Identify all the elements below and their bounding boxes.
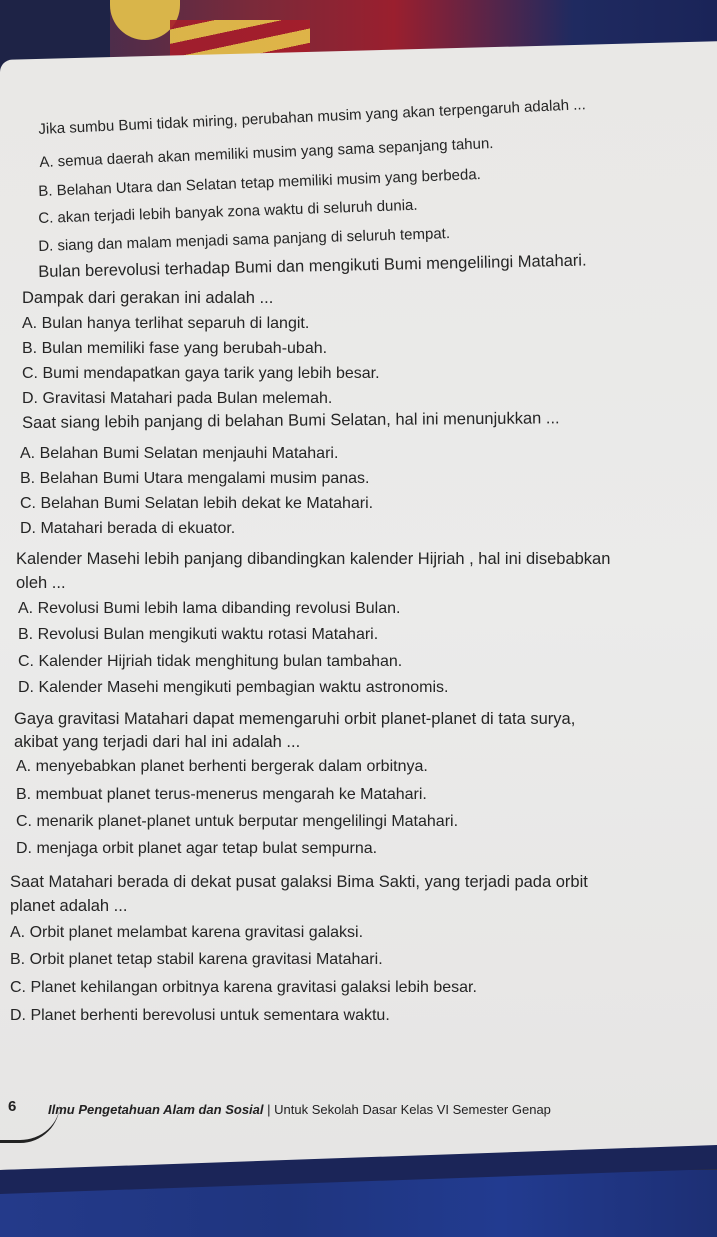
question-4-option-d: D. Kalender Masehi mengikuti pembagian waktu astronomis. bbox=[18, 679, 449, 696]
question-1-text: Jika sumbu Bumi tidak miring, perubahan musim yang akan terpengaruh adalah ... bbox=[38, 96, 587, 138]
question-5-option-c: C. menarik planet-planet untuk berputar mengelilingi Matahari. bbox=[16, 813, 459, 830]
book-title: Ilmu Pengetahuan Alam dan Sosial bbox=[48, 1102, 264, 1117]
question-6-text: Saat Matahari berada di dekat pusat galaksi Bima Sakti, yang terjadi pada orbit bbox=[10, 873, 588, 891]
question-5-option-d: D. menjaga orbit planet agar tetap bulat sempurna. bbox=[16, 840, 378, 857]
question-4-option-c: C. Kalender Hijriah tidak menghitung bulan tambahan. bbox=[18, 653, 403, 670]
question-2-option-a: A. Bulan hanya terlihat separuh di langit. bbox=[22, 315, 310, 332]
question-6-option-b: B. Orbit planet tetap stabil karena gravitasi Matahari. bbox=[10, 951, 383, 968]
question-5-option-a: A. menyebabkan planet berhenti bergerak dalam orbitnya. bbox=[16, 758, 428, 775]
question-3-option-d: D. Matahari berada di ekuator. bbox=[20, 520, 236, 537]
book-subtitle: Untuk Sekolah Dasar Kelas VI Semester Genap bbox=[274, 1102, 551, 1117]
question-4-option-b: B. Revolusi Bulan mengikuti waktu rotasi Matahari. bbox=[18, 626, 379, 643]
question-1-option-a: A. semua daerah akan memiliki musim yang sama sepanjang tahun. bbox=[39, 134, 494, 171]
question-3-option-b: B. Belahan Bumi Utara mengalami musim panas. bbox=[20, 470, 370, 487]
question-6-option-c: C. Planet kehilangan orbitnya karena gravitasi galaksi lebih besar. bbox=[10, 979, 477, 996]
photo-background-bottom bbox=[0, 1170, 717, 1237]
question-2-option-c: C. Bumi mendapatkan gaya tarik yang lebih besar. bbox=[22, 365, 380, 382]
question-1-option-b: B. Belahan Utara dan Selatan tetap memiliki musim yang berbeda. bbox=[38, 166, 482, 200]
page-number: 6 bbox=[8, 1098, 17, 1115]
footer-book-title bbox=[48, 1102, 551, 1117]
question-4-option-a: A. Revolusi Bumi lebih lama dibanding revolusi Bulan. bbox=[18, 600, 401, 617]
question-1-option-c: C. akan terjadi lebih banyak zona waktu di seluruh dunia. bbox=[38, 196, 418, 227]
question-1-option-d: D. siang dan malam menjadi sama panjang di seluruh tempat. bbox=[38, 225, 451, 255]
question-5-text-cont: akibat yang terjadi dari hal ini adalah ... bbox=[14, 733, 301, 751]
question-6-option-a: A. Orbit planet melambat karena gravitasi galaksi. bbox=[10, 924, 364, 941]
question-6-text-cont: planet adalah ... bbox=[10, 897, 128, 915]
question-5-text: Gaya gravitasi Matahari dapat memengaruhi orbit planet-planet di tata surya, bbox=[14, 710, 576, 728]
question-3-option-a: A. Belahan Bumi Selatan menjauhi Matahari. bbox=[20, 445, 339, 462]
question-5-option-b: B. membuat planet terus-menerus mengarah ke Matahari. bbox=[16, 786, 427, 803]
question-4-text-cont: oleh ... bbox=[16, 574, 66, 592]
footer-separator: | bbox=[267, 1102, 271, 1117]
question-4-text: Kalender Masehi lebih panjang dibandingkan kalender Hijriah , hal ini disebabkan bbox=[16, 550, 611, 568]
question-6-option-d: D. Planet berhenti berevolusi untuk sementara waktu. bbox=[10, 1007, 390, 1024]
question-3-option-c: C. Belahan Bumi Selatan lebih dekat ke Matahari. bbox=[20, 495, 374, 512]
question-3-text: Saat siang lebih panjang di belahan Bumi Selatan, hal ini menunjukkan ... bbox=[22, 409, 560, 432]
question-2-option-b: B. Bulan memiliki fase yang berubah-ubah. bbox=[22, 340, 328, 357]
question-2-option-d: D. Gravitasi Matahari pada Bulan melemah. bbox=[22, 390, 333, 407]
question-2-text: Bulan berevolusi terhadap Bumi dan mengikuti Bumi mengelilingi Matahari. bbox=[38, 251, 587, 281]
question-2-text-cont: Dampak dari gerakan ini adalah ... bbox=[22, 289, 274, 307]
